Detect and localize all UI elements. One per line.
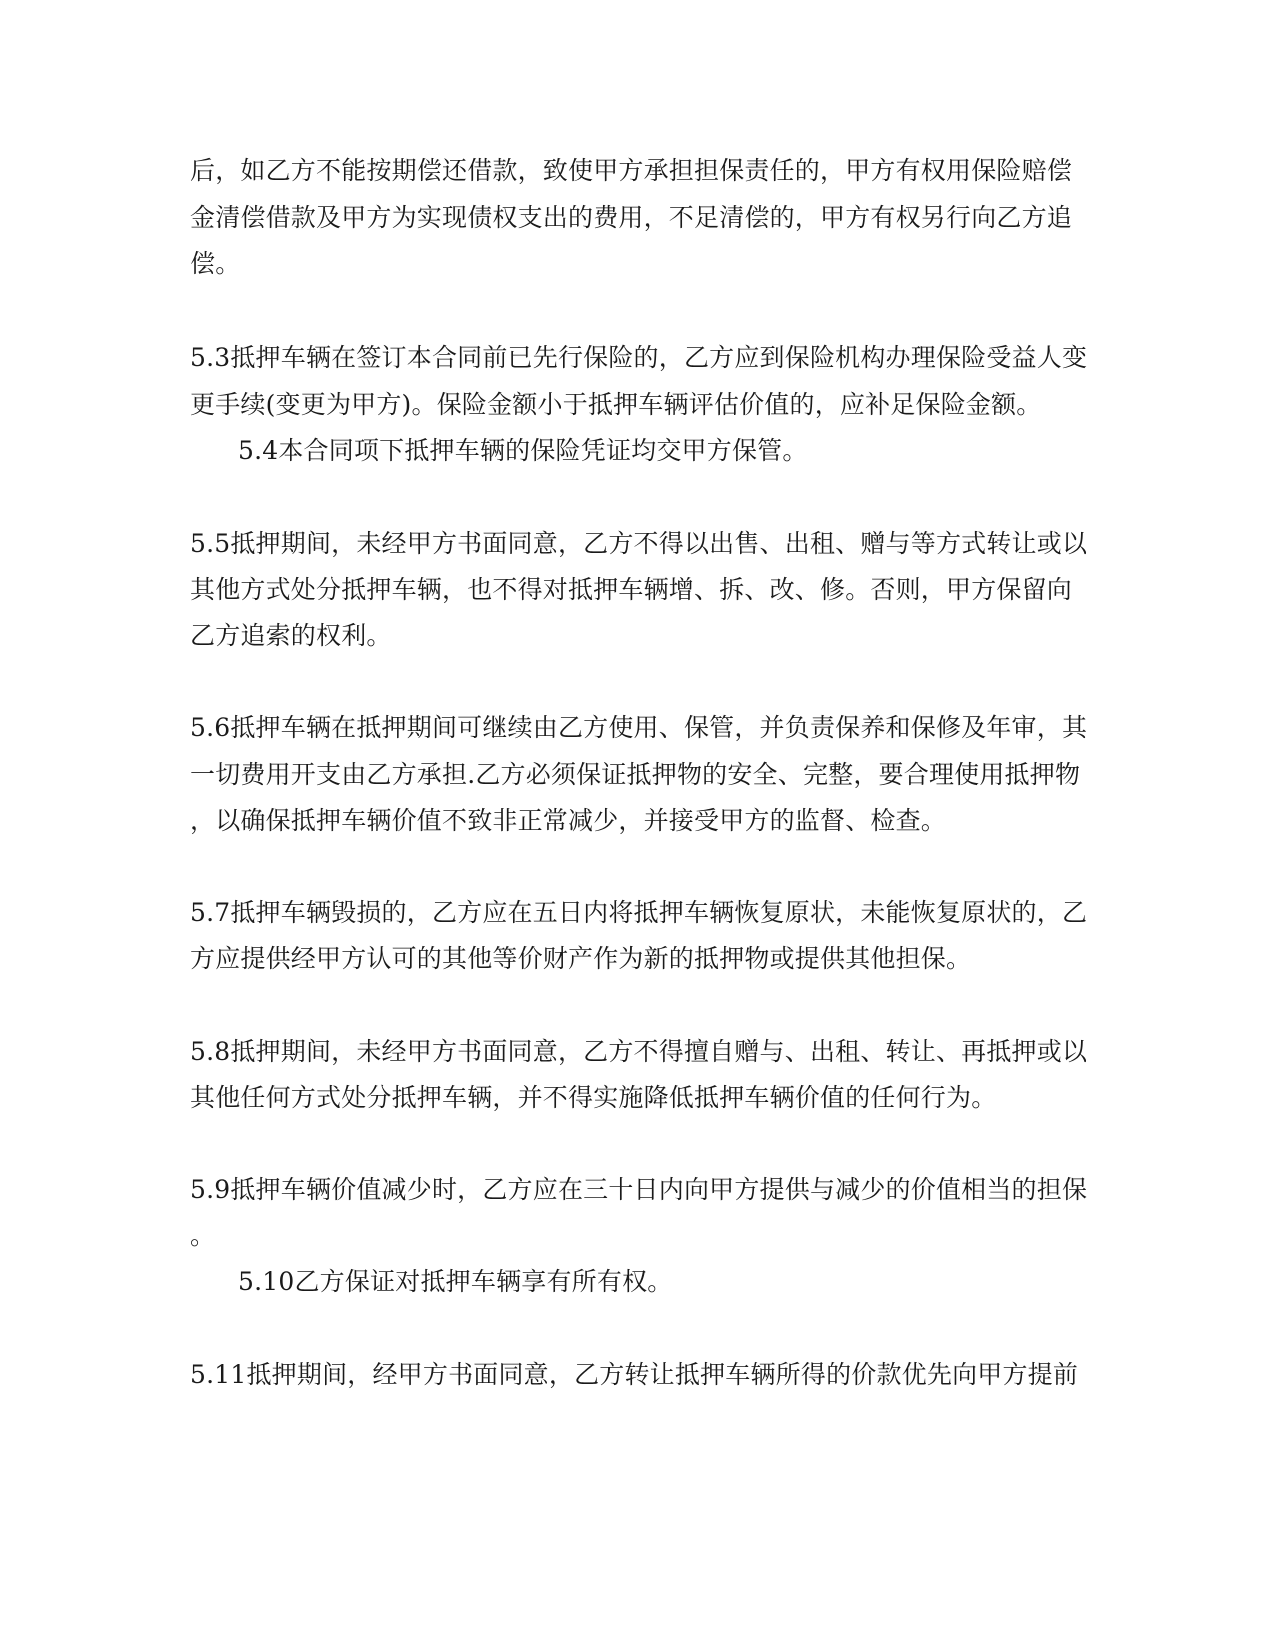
text-line: 5.11抵押期间，经甲方书面同意，乙方转让抵押车辆所得的价款优先向甲方提前 xyxy=(190,1360,1079,1389)
text-line: 5.8抵押期间，未经甲方书面同意，乙方不得擅自赠与、出租、转让、再抵押或以 xyxy=(190,1037,1088,1066)
text-line: 其他任何方式处分抵押车辆，并不得实施降低抵押车辆价值的任何行为。 xyxy=(190,1083,997,1112)
text-line: 5.6抵押车辆在抵押期间可继续由乙方使用、保管，并负责保养和保修及年审，其 xyxy=(190,713,1088,742)
text-line: 5.4本合同项下抵押车辆的保险凭证均交甲方保管。 xyxy=(238,436,808,465)
text-line: 5.10乙方保证对抵押车辆享有所有权。 xyxy=(238,1267,673,1296)
text-line: 方应提供经甲方认可的其他等价财产作为新的抵押物或提供其他担保。 xyxy=(190,944,972,973)
text-line: ，以确保抵押车辆价值不致非正常减少，并接受甲方的监督、检查。 xyxy=(190,806,947,835)
text-line: 5.7抵押车辆毁损的，乙方应在五日内将抵押车辆恢复原状，未能恢复原状的，乙 xyxy=(190,898,1088,927)
text-line: 乙方追索的权利。 xyxy=(190,621,392,650)
text-line: 后，如乙方不能按期偿还借款，致使甲方承担担保责任的，甲方有权用保险赔偿 xyxy=(190,156,1073,185)
text-line: 其他方式处分抵押车辆，也不得对抵押车辆增、拆、改、修。否则，甲方保留向 xyxy=(190,575,1073,604)
text-line: 更手续(变更为甲方)。保险金额小于抵押车辆评估价值的，应补足保险金额。 xyxy=(190,390,1042,419)
text-line: 。 xyxy=(190,1221,216,1250)
text-line: 5.3抵押车辆在签订本合同前已先行保险的，乙方应到保险机构办理保险受益人变 xyxy=(190,343,1088,372)
text-line: 5.5抵押期间，未经甲方书面同意，乙方不得以出售、出租、赠与等方式转让或以 xyxy=(190,529,1088,558)
text-line: 一切费用开支由乙方承担.乙方必须保证抵押物的安全、完整，要合理使用抵押物 xyxy=(190,760,1081,789)
text-line: 5.9抵押车辆价值减少时，乙方应在三十日内向甲方提供与减少的价值相当的担保 xyxy=(190,1175,1088,1204)
text-line: 金清偿借款及甲方为实现债权支出的费用，不足清偿的，甲方有权另行向乙方追 xyxy=(190,203,1073,232)
text-line: 偿。 xyxy=(190,249,241,278)
